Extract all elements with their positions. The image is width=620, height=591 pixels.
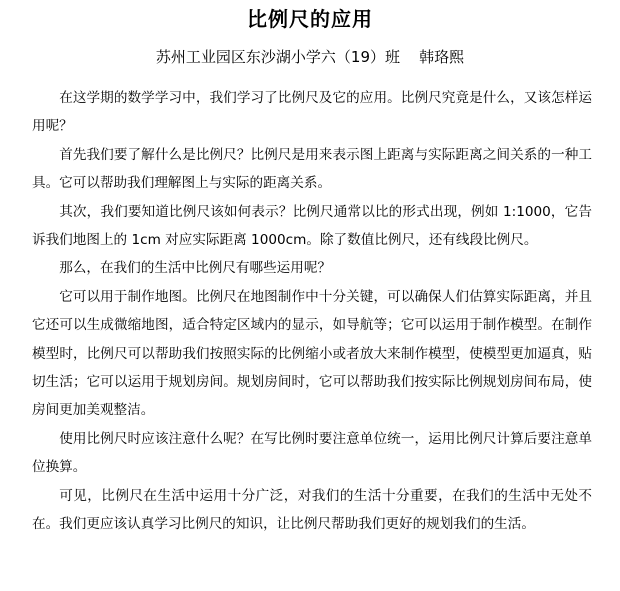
document-title: 比例尺的应用 [247, 7, 373, 31]
paragraph-applications: 它可以用于制作地图。比例尺在地图制作中十分关键，可以确保人们估算实际距离，并且它还可以生成微缩地图，适合特定区域内的显示，如导航等；它可以运用于制作模型。在制作模型时，比例尺可以帮助我们按照实际的比例缩小或者放大来制作模型，使模型更加逼真，贴切生活；它可以运用于规划房间。规划房间时，它可以帮助我们按实际比例规划房间布局，使房间更加美观整洁。 [32, 288, 592, 419]
paragraph-conclusion: 可见，比例尺在生活中运用十分广泛，对我们的生活十分重要，在我们的生活中无处不在。我们更应该认真学习比例尺的知识，让比例尺帮助我们更好的规划我们的生活。 [32, 487, 592, 533]
paragraph-definition: 首先我们要了解什么是比例尺？比例尺是用来表示图上距离与实际距离之间关系的一种工具。它可以帮助我们理解图上与实际的距离关系。 [32, 146, 592, 192]
paragraph-question: 那么，在我们的生活中比例尺有哪些运用呢？ [59, 260, 332, 277]
paragraph-notation: 其次，我们要知道比例尺该如何表示？比例尺通常以比的形式出现，例如 1:1000，它告诉我们地图上的 1cm 对应实际距离 1000cm。除了数值比例尺，还有线段比例尺。 [32, 203, 592, 249]
author-byline: 苏州工业园区东沙湖小学六（19）班 韩珞熙 [155, 48, 465, 66]
paragraph-cautions: 使用比例尺时应该注意什么呢？在写比例时要注意单位统一，运用比例尺计算后要注意单位换算。 [32, 430, 592, 476]
paragraph-intro: 在这学期的数学学习中，我们学习了比例尺及它的应用。比例尺究竟是什么，又该怎样运用呢？ [32, 90, 592, 135]
document-body [32, 84, 592, 539]
